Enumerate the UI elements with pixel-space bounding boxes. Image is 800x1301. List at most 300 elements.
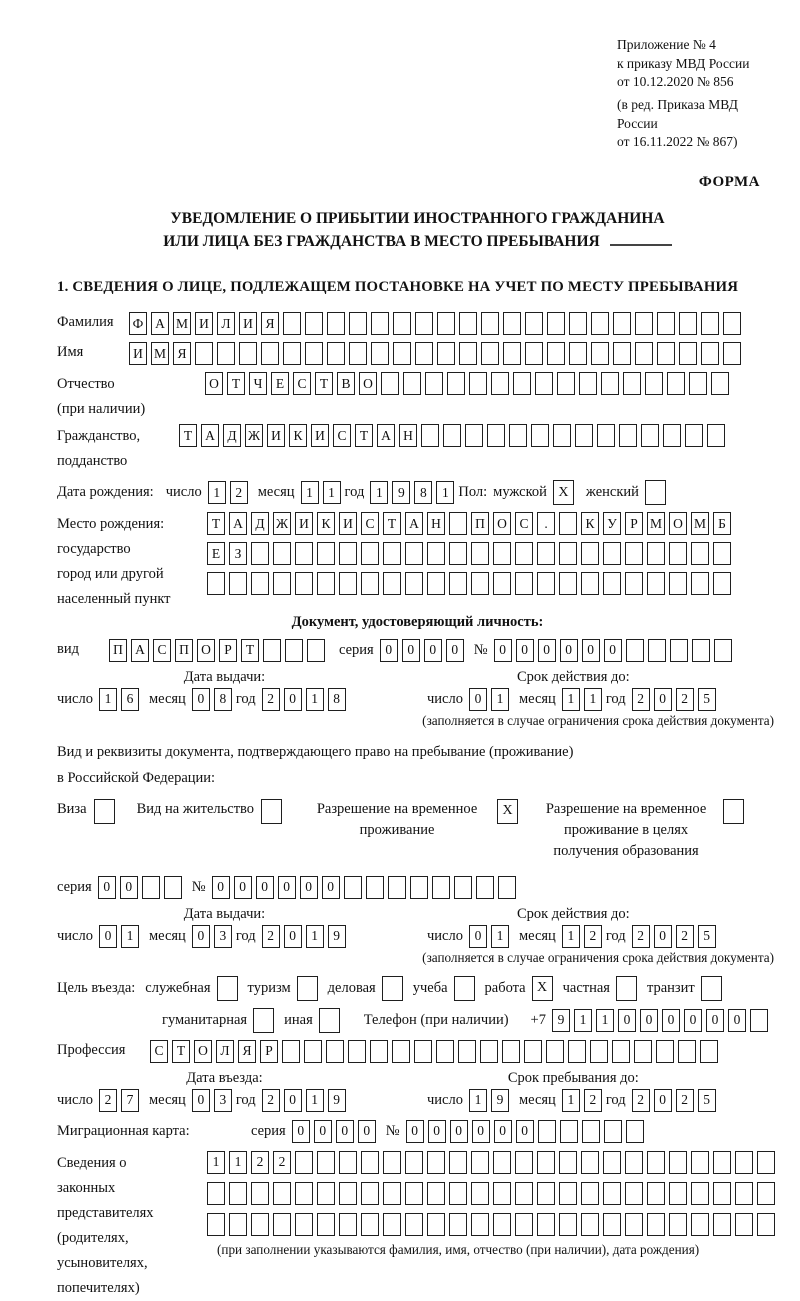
char-cell[interactable]: 1 (562, 1089, 580, 1112)
char-cell[interactable] (691, 1213, 709, 1236)
char-cell[interactable] (421, 424, 439, 447)
char-cell[interactable] (531, 424, 549, 447)
char-cell[interactable] (471, 1182, 489, 1205)
char-cell[interactable] (503, 342, 521, 365)
char-cell[interactable] (459, 312, 477, 335)
char-cell[interactable]: 0 (654, 1089, 672, 1112)
char-cell[interactable]: М (173, 312, 191, 335)
char-cell[interactable]: К (289, 424, 307, 447)
char-cell[interactable] (626, 1120, 644, 1143)
char-cell[interactable] (195, 342, 213, 365)
char-cell[interactable]: 0 (728, 1009, 746, 1032)
char-cell[interactable]: Е (271, 372, 289, 395)
char-cell[interactable] (383, 572, 401, 595)
char-cell[interactable]: О (194, 1040, 212, 1063)
char-cell[interactable]: Т (315, 372, 333, 395)
char-cell[interactable] (537, 572, 555, 595)
char-cell[interactable] (339, 1213, 357, 1236)
char-cell[interactable]: 0 (358, 1120, 376, 1143)
char-cell[interactable]: Т (241, 639, 259, 662)
char-cell[interactable] (559, 512, 577, 535)
option-checkbox[interactable] (454, 976, 475, 1001)
char-cell[interactable]: И (267, 424, 285, 447)
char-cell[interactable]: 0 (428, 1120, 446, 1143)
char-cell[interactable] (164, 876, 182, 899)
char-cell[interactable]: А (151, 312, 169, 335)
char-cell[interactable] (635, 342, 653, 365)
char-cell[interactable] (326, 1040, 344, 1063)
char-cell[interactable] (317, 1213, 335, 1236)
char-cell[interactable]: Т (227, 372, 245, 395)
char-cell[interactable]: М (151, 342, 169, 365)
char-cell[interactable] (581, 1151, 599, 1174)
char-cell[interactable]: М (691, 512, 709, 535)
char-cell[interactable]: Т (179, 424, 197, 447)
char-cell[interactable] (537, 1213, 555, 1236)
char-cell[interactable]: 1 (562, 925, 580, 948)
char-cell[interactable]: Р (625, 512, 643, 535)
char-cell[interactable] (437, 342, 455, 365)
char-cell[interactable] (663, 424, 681, 447)
char-cell[interactable] (282, 1040, 300, 1063)
char-cell[interactable]: О (669, 512, 687, 535)
char-cell[interactable]: Б (713, 512, 731, 535)
char-cell[interactable] (634, 1040, 652, 1063)
char-cell[interactable] (685, 424, 703, 447)
char-cell[interactable]: 9 (392, 481, 410, 504)
char-cell[interactable]: 0 (582, 639, 600, 662)
char-cell[interactable]: Р (260, 1040, 278, 1063)
char-cell[interactable] (427, 1213, 445, 1236)
char-cell[interactable]: . (537, 512, 555, 535)
char-cell[interactable]: С (515, 512, 533, 535)
char-cell[interactable] (481, 312, 499, 335)
char-cell[interactable] (647, 572, 665, 595)
option-checkbox[interactable] (297, 976, 318, 1001)
char-cell[interactable]: 1 (574, 1009, 592, 1032)
char-cell[interactable] (449, 572, 467, 595)
char-cell[interactable]: С (293, 372, 311, 395)
char-cell[interactable]: 1 (99, 688, 117, 711)
char-cell[interactable] (546, 1040, 564, 1063)
char-cell[interactable] (713, 1213, 731, 1236)
char-cell[interactable]: 0 (98, 876, 116, 899)
char-cell[interactable]: У (603, 512, 621, 535)
char-cell[interactable]: 1 (436, 481, 454, 504)
char-cell[interactable]: 0 (322, 876, 340, 899)
char-cell[interactable] (285, 639, 303, 662)
char-cell[interactable] (691, 1151, 709, 1174)
char-cell[interactable]: 0 (640, 1009, 658, 1032)
char-cell[interactable] (388, 876, 406, 899)
char-cell[interactable] (361, 1182, 379, 1205)
char-cell[interactable]: 1 (323, 481, 341, 504)
char-cell[interactable]: 2 (676, 925, 694, 948)
char-cell[interactable]: 0 (494, 1120, 512, 1143)
char-cell[interactable]: 9 (328, 1089, 346, 1112)
char-cell[interactable]: И (311, 424, 329, 447)
char-cell[interactable]: 1 (207, 1151, 225, 1174)
char-cell[interactable]: 0 (604, 639, 622, 662)
char-cell[interactable] (713, 572, 731, 595)
char-cell[interactable]: 0 (284, 688, 302, 711)
char-cell[interactable]: 2 (632, 688, 650, 711)
char-cell[interactable] (625, 542, 643, 565)
char-cell[interactable] (667, 372, 685, 395)
char-cell[interactable] (469, 372, 487, 395)
char-cell[interactable]: И (129, 342, 147, 365)
char-cell[interactable] (515, 1151, 533, 1174)
char-cell[interactable] (471, 572, 489, 595)
char-cell[interactable]: 0 (446, 639, 464, 662)
char-cell[interactable]: 3 (214, 925, 232, 948)
char-cell[interactable]: 0 (336, 1120, 354, 1143)
char-cell[interactable] (449, 1151, 467, 1174)
char-cell[interactable] (647, 1151, 665, 1174)
char-cell[interactable]: 2 (99, 1089, 117, 1112)
char-cell[interactable]: Я (173, 342, 191, 365)
char-cell[interactable] (713, 542, 731, 565)
char-cell[interactable]: 0 (234, 876, 252, 899)
char-cell[interactable] (317, 572, 335, 595)
char-cell[interactable] (735, 1182, 753, 1205)
char-cell[interactable]: 2 (676, 1089, 694, 1112)
char-cell[interactable] (427, 1182, 445, 1205)
char-cell[interactable]: 0 (706, 1009, 724, 1032)
char-cell[interactable]: 0 (516, 1120, 534, 1143)
char-cell[interactable]: 1 (491, 925, 509, 948)
char-cell[interactable] (251, 1182, 269, 1205)
char-cell[interactable] (757, 1151, 775, 1174)
char-cell[interactable]: Т (383, 512, 401, 535)
char-cell[interactable] (613, 342, 631, 365)
char-cell[interactable] (735, 1151, 753, 1174)
char-cell[interactable]: Д (223, 424, 241, 447)
char-cell[interactable] (515, 1182, 533, 1205)
char-cell[interactable] (437, 312, 455, 335)
char-cell[interactable] (427, 542, 445, 565)
char-cell[interactable] (591, 312, 609, 335)
char-cell[interactable]: 8 (328, 688, 346, 711)
char-cell[interactable] (582, 1120, 600, 1143)
char-cell[interactable] (449, 542, 467, 565)
char-cell[interactable]: К (317, 512, 335, 535)
char-cell[interactable] (295, 1151, 313, 1174)
char-cell[interactable] (217, 342, 235, 365)
char-cell[interactable]: 1 (306, 1089, 324, 1112)
char-cell[interactable] (503, 312, 521, 335)
char-cell[interactable] (263, 639, 281, 662)
char-cell[interactable] (273, 542, 291, 565)
option-checkbox[interactable] (701, 976, 722, 1001)
char-cell[interactable]: И (339, 512, 357, 535)
char-cell[interactable] (251, 572, 269, 595)
char-cell[interactable] (305, 342, 323, 365)
char-cell[interactable] (547, 342, 565, 365)
option-checkbox[interactable] (382, 976, 403, 1001)
char-cell[interactable]: 0 (278, 876, 296, 899)
char-cell[interactable] (361, 572, 379, 595)
char-cell[interactable] (447, 372, 465, 395)
char-cell[interactable] (261, 342, 279, 365)
char-cell[interactable] (647, 1213, 665, 1236)
option-checkbox[interactable]: X (532, 976, 553, 1001)
char-cell[interactable] (581, 572, 599, 595)
char-cell[interactable]: К (581, 512, 599, 535)
char-cell[interactable] (465, 424, 483, 447)
char-cell[interactable] (597, 424, 615, 447)
char-cell[interactable]: С (150, 1040, 168, 1063)
char-cell[interactable] (581, 542, 599, 565)
char-cell[interactable] (487, 424, 505, 447)
char-cell[interactable] (757, 1182, 775, 1205)
char-cell[interactable] (480, 1040, 498, 1063)
char-cell[interactable]: 1 (584, 688, 602, 711)
char-cell[interactable] (509, 424, 527, 447)
char-cell[interactable] (371, 312, 389, 335)
char-cell[interactable]: 1 (491, 688, 509, 711)
char-cell[interactable]: А (131, 639, 149, 662)
char-cell[interactable] (327, 312, 345, 335)
char-cell[interactable]: 8 (414, 481, 432, 504)
char-cell[interactable] (669, 1182, 687, 1205)
char-cell[interactable] (459, 342, 477, 365)
char-cell[interactable] (679, 312, 697, 335)
char-cell[interactable] (537, 542, 555, 565)
char-cell[interactable] (502, 1040, 520, 1063)
char-cell[interactable]: 0 (314, 1120, 332, 1143)
char-cell[interactable] (623, 372, 641, 395)
option-checkbox[interactable] (319, 1008, 340, 1033)
char-cell[interactable] (612, 1040, 630, 1063)
char-cell[interactable] (142, 876, 160, 899)
char-cell[interactable] (393, 312, 411, 335)
char-cell[interactable]: 0 (654, 925, 672, 948)
char-cell[interactable] (493, 542, 511, 565)
char-cell[interactable] (579, 372, 597, 395)
char-cell[interactable] (569, 312, 587, 335)
char-cell[interactable] (383, 1151, 401, 1174)
char-cell[interactable] (735, 1213, 753, 1236)
char-cell[interactable]: Ф (129, 312, 147, 335)
char-cell[interactable] (581, 1213, 599, 1236)
char-cell[interactable] (361, 1213, 379, 1236)
char-cell[interactable] (713, 1151, 731, 1174)
char-cell[interactable]: О (359, 372, 377, 395)
char-cell[interactable] (383, 542, 401, 565)
char-cell[interactable] (229, 572, 247, 595)
char-cell[interactable]: 0 (450, 1120, 468, 1143)
char-cell[interactable] (625, 572, 643, 595)
char-cell[interactable] (371, 342, 389, 365)
char-cell[interactable] (701, 342, 719, 365)
char-cell[interactable] (207, 572, 225, 595)
char-cell[interactable]: А (229, 512, 247, 535)
char-cell[interactable]: 0 (654, 688, 672, 711)
char-cell[interactable] (481, 342, 499, 365)
char-cell[interactable] (691, 1182, 709, 1205)
char-cell[interactable] (392, 1040, 410, 1063)
char-cell[interactable] (251, 542, 269, 565)
char-cell[interactable] (443, 424, 461, 447)
char-cell[interactable] (669, 1151, 687, 1174)
char-cell[interactable] (713, 1182, 731, 1205)
char-cell[interactable] (553, 424, 571, 447)
char-cell[interactable]: И (195, 312, 213, 335)
char-cell[interactable] (449, 1213, 467, 1236)
char-cell[interactable] (229, 1182, 247, 1205)
char-cell[interactable] (493, 572, 511, 595)
char-cell[interactable]: 0 (472, 1120, 490, 1143)
char-cell[interactable] (283, 312, 301, 335)
char-cell[interactable]: 0 (424, 639, 442, 662)
char-cell[interactable] (625, 1151, 643, 1174)
char-cell[interactable]: 8 (214, 688, 232, 711)
char-cell[interactable] (251, 1213, 269, 1236)
char-cell[interactable] (515, 1213, 533, 1236)
char-cell[interactable] (560, 1120, 578, 1143)
char-cell[interactable]: А (377, 424, 395, 447)
char-cell[interactable] (273, 572, 291, 595)
char-cell[interactable] (405, 572, 423, 595)
char-cell[interactable]: 0 (292, 1120, 310, 1143)
char-cell[interactable] (405, 1213, 423, 1236)
char-cell[interactable]: 1 (596, 1009, 614, 1032)
char-cell[interactable]: 0 (192, 688, 210, 711)
char-cell[interactable]: 5 (698, 1089, 716, 1112)
char-cell[interactable] (515, 542, 533, 565)
char-cell[interactable]: 2 (230, 481, 248, 504)
char-cell[interactable]: П (175, 639, 193, 662)
char-cell[interactable] (538, 1120, 556, 1143)
char-cell[interactable]: В (337, 372, 355, 395)
char-cell[interactable] (537, 1151, 555, 1174)
char-cell[interactable] (625, 1182, 643, 1205)
char-cell[interactable]: 0 (494, 639, 512, 662)
char-cell[interactable] (317, 542, 335, 565)
char-cell[interactable] (295, 1182, 313, 1205)
char-cell[interactable] (307, 639, 325, 662)
char-cell[interactable]: Я (261, 312, 279, 335)
char-cell[interactable]: Т (355, 424, 373, 447)
char-cell[interactable] (361, 542, 379, 565)
char-cell[interactable] (657, 312, 675, 335)
char-cell[interactable]: 0 (99, 925, 117, 948)
char-cell[interactable] (471, 542, 489, 565)
char-cell[interactable] (405, 542, 423, 565)
char-cell[interactable]: 2 (632, 1089, 650, 1112)
char-cell[interactable] (349, 312, 367, 335)
char-cell[interactable] (415, 342, 433, 365)
char-cell[interactable]: 0 (192, 925, 210, 948)
char-cell[interactable]: 1 (306, 925, 324, 948)
char-cell[interactable] (405, 1151, 423, 1174)
char-cell[interactable]: 0 (300, 876, 318, 899)
char-cell[interactable] (493, 1213, 511, 1236)
char-cell[interactable] (427, 572, 445, 595)
char-cell[interactable]: 0 (120, 876, 138, 899)
char-cell[interactable] (656, 1040, 674, 1063)
char-cell[interactable] (689, 372, 707, 395)
char-cell[interactable] (305, 312, 323, 335)
char-cell[interactable]: 0 (256, 876, 274, 899)
char-cell[interactable]: 0 (192, 1089, 210, 1112)
char-cell[interactable] (707, 424, 725, 447)
char-cell[interactable] (273, 1213, 291, 1236)
char-cell[interactable] (239, 342, 257, 365)
char-cell[interactable]: 2 (584, 925, 602, 948)
char-cell[interactable] (493, 1182, 511, 1205)
char-cell[interactable] (403, 372, 421, 395)
char-cell[interactable] (603, 542, 621, 565)
char-cell[interactable]: 1 (229, 1151, 247, 1174)
char-cell[interactable] (635, 312, 653, 335)
char-cell[interactable]: С (333, 424, 351, 447)
char-cell[interactable] (491, 372, 509, 395)
char-cell[interactable] (603, 1213, 621, 1236)
char-cell[interactable]: О (493, 512, 511, 535)
char-cell[interactable] (295, 542, 313, 565)
char-cell[interactable]: П (471, 512, 489, 535)
char-cell[interactable] (454, 876, 472, 899)
char-cell[interactable] (525, 342, 543, 365)
char-cell[interactable] (524, 1040, 542, 1063)
visa-checkbox[interactable] (94, 799, 115, 824)
char-cell[interactable] (619, 424, 637, 447)
char-cell[interactable]: 0 (684, 1009, 702, 1032)
char-cell[interactable] (513, 372, 531, 395)
char-cell[interactable]: 0 (662, 1009, 680, 1032)
char-cell[interactable]: 2 (262, 925, 280, 948)
char-cell[interactable]: И (295, 512, 313, 535)
char-cell[interactable] (569, 342, 587, 365)
char-cell[interactable]: П (109, 639, 127, 662)
temp-residence-education-checkbox[interactable] (723, 799, 744, 824)
char-cell[interactable]: 2 (273, 1151, 291, 1174)
char-cell[interactable] (449, 1182, 467, 1205)
char-cell[interactable]: Е (207, 542, 225, 565)
gender-female-checkbox[interactable] (645, 480, 666, 505)
char-cell[interactable] (657, 342, 675, 365)
char-cell[interactable]: Р (219, 639, 237, 662)
char-cell[interactable] (559, 1151, 577, 1174)
char-cell[interactable] (348, 1040, 366, 1063)
char-cell[interactable] (393, 342, 411, 365)
char-cell[interactable] (273, 1182, 291, 1205)
char-cell[interactable] (361, 1151, 379, 1174)
char-cell[interactable] (327, 342, 345, 365)
char-cell[interactable] (295, 1213, 313, 1236)
char-cell[interactable] (339, 572, 357, 595)
char-cell[interactable]: 1 (370, 481, 388, 504)
char-cell[interactable]: Ж (245, 424, 263, 447)
char-cell[interactable]: И (239, 312, 257, 335)
char-cell[interactable] (207, 1182, 225, 1205)
residence-permit-checkbox[interactable] (261, 799, 282, 824)
char-cell[interactable] (317, 1151, 335, 1174)
char-cell[interactable]: 5 (698, 688, 716, 711)
char-cell[interactable]: 0 (406, 1120, 424, 1143)
char-cell[interactable] (601, 372, 619, 395)
char-cell[interactable] (626, 639, 644, 662)
char-cell[interactable] (458, 1040, 476, 1063)
char-cell[interactable]: 2 (632, 925, 650, 948)
char-cell[interactable]: 0 (469, 688, 487, 711)
char-cell[interactable] (410, 876, 428, 899)
char-cell[interactable] (750, 1009, 768, 1032)
char-cell[interactable] (603, 1182, 621, 1205)
char-cell[interactable] (590, 1040, 608, 1063)
